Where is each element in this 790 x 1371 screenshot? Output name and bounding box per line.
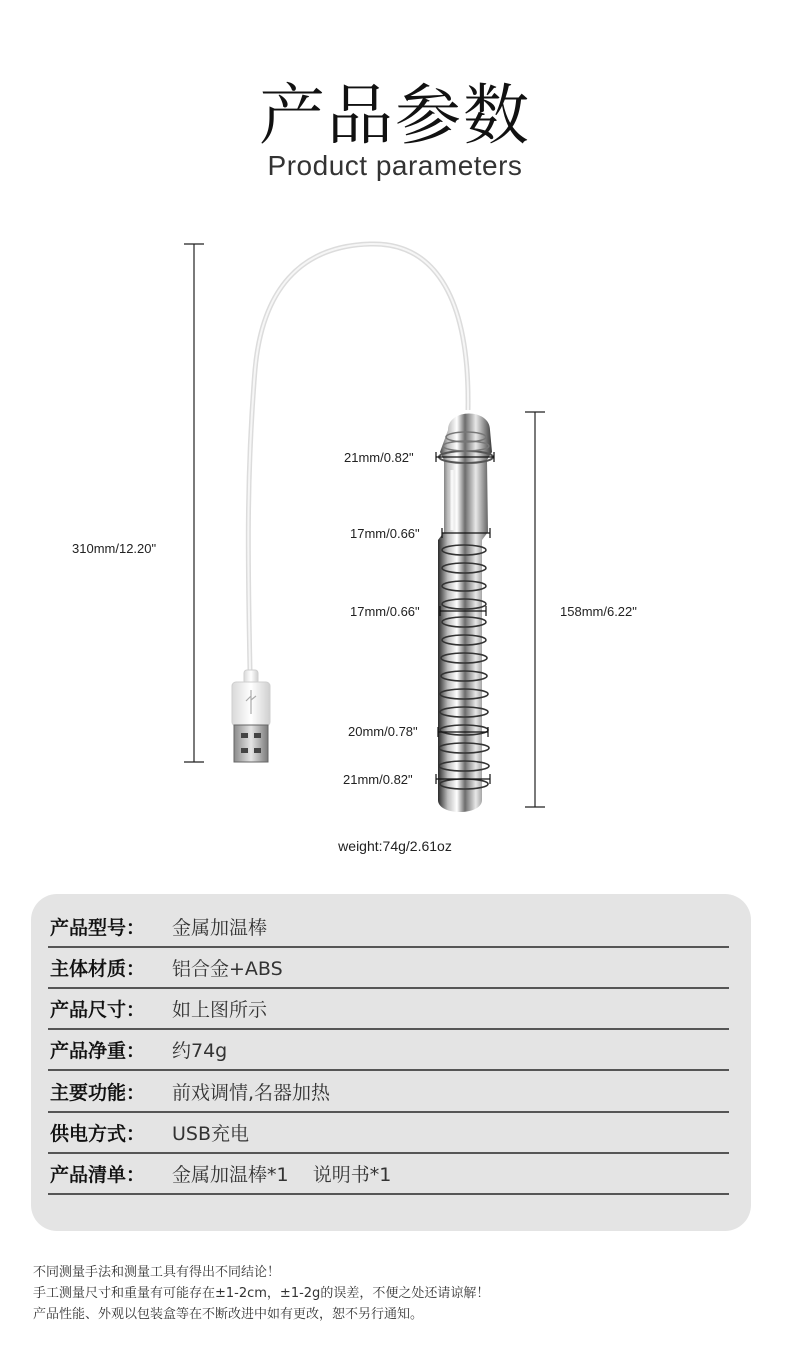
width-label-lower: 20mm/0.78"	[348, 724, 418, 739]
product-diagram	[0, 230, 790, 830]
spec-row-material	[48, 947, 729, 989]
page-subtitle: Product parameters	[267, 150, 523, 181]
spec-key: 主体材质：	[50, 958, 146, 980]
spec-value: 约74g	[172, 1040, 228, 1062]
note-line: 不同测量手法和测量工具有得出不同结论！	[33, 1265, 281, 1280]
spec-key: 供电方式：	[50, 1123, 146, 1145]
spec-row-power	[48, 1112, 729, 1154]
spec-key: 主要功能：	[50, 1082, 146, 1104]
spec-key: 产品尺寸：	[50, 999, 146, 1021]
width-label-shaft: 17mm/0.66"	[350, 526, 420, 541]
disclaimer-notes	[33, 1262, 489, 1325]
spec-value: USB充电	[172, 1123, 250, 1145]
spec-value: 金属加温棒	[172, 917, 268, 939]
spec-row-weight	[48, 1029, 729, 1071]
spec-row-model	[48, 906, 729, 948]
weight-label: weight:74g/2.61oz	[338, 838, 452, 854]
spec-key: 产品清单：	[50, 1164, 146, 1186]
note-line: 手工测量尺寸和重量有可能存在±1-2cm，±1-2g的误差，不便之处还请谅解！	[33, 1286, 490, 1301]
note-line: 产品性能、外观以包装盒等在不断改进中如有更改，恕不另行通知。	[33, 1307, 424, 1322]
width-label-ribs: 17mm/0.66"	[350, 604, 420, 619]
page-title: 产品参数	[259, 77, 531, 154]
width-label-base: 21mm/0.82"	[343, 772, 413, 787]
width-label-tip: 21mm/0.82"	[344, 450, 414, 465]
spec-value: 前戏调情,名器加热	[172, 1082, 331, 1104]
cable-dimension-line	[184, 244, 204, 762]
spec-row-package	[48, 1153, 729, 1195]
spec-value: 如上图所示	[172, 999, 268, 1021]
spec-key: 产品净重：	[50, 1040, 146, 1062]
metal-wand	[438, 414, 493, 813]
spec-row-size	[48, 988, 729, 1030]
spec-value: 铝合金+ABS	[172, 958, 283, 980]
cable-length-label: 310mm/12.20"	[72, 541, 157, 556]
spec-table	[31, 894, 751, 1231]
spec-value: 金属加温棒*1 说明书*1	[172, 1164, 392, 1186]
spec-row-function	[48, 1071, 729, 1113]
body-dimension-line	[525, 412, 545, 807]
usb-plug	[232, 670, 270, 762]
spec-key: 产品型号：	[50, 917, 146, 939]
body-length-label: 158mm/6.22"	[560, 604, 637, 619]
